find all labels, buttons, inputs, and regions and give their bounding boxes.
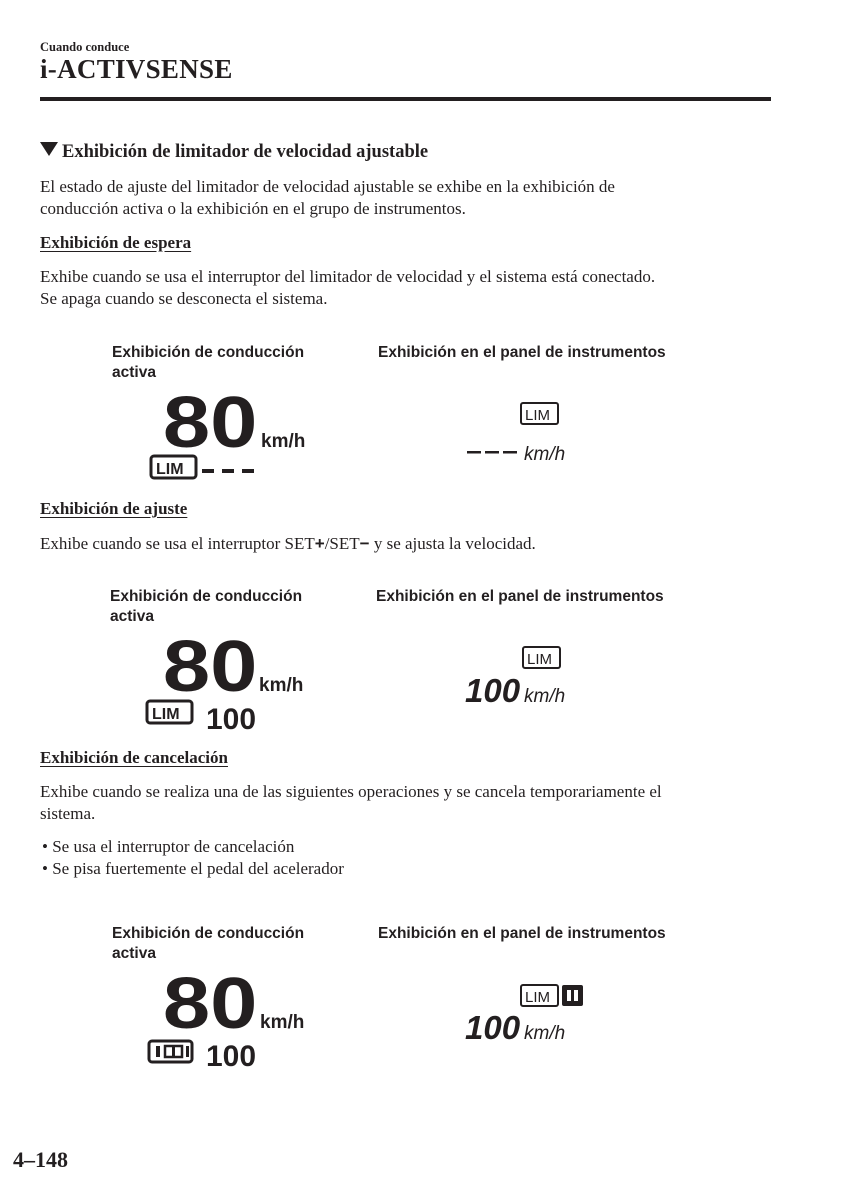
- fig3-panel-set-speed: 100: [465, 1009, 521, 1046]
- fig1-active-speed: 80: [162, 382, 258, 463]
- pause-icon: [562, 985, 583, 1006]
- chapter-title: i-ACTIVSENSE: [40, 54, 233, 84]
- fig2-active-speed: 80: [162, 626, 258, 707]
- fig1-panel-lim-label: LIM: [525, 407, 551, 424]
- section-intro-line: conducción activa o la exhibición en el grupo de instrumentos.: [40, 199, 466, 218]
- cancel-heading: Exhibición de cancelación: [40, 748, 228, 767]
- fig3-caption-panel: Exhibición en el panel de instrumentos: [378, 925, 666, 942]
- fig2-panel-unit: km/h: [524, 686, 566, 707]
- page-number: 4–148: [13, 1147, 68, 1172]
- bullet-text: Se usa el interruptor de cancelación: [52, 837, 295, 856]
- setting-text-suffix: y se ajusta la velocidad.: [369, 534, 536, 553]
- standby-text-line: Exhibe cuando se usa el interruptor del limitador de velocidad y el sistema está conectado.: [40, 267, 656, 286]
- section-label: Cuando conduce: [40, 40, 130, 54]
- fig1-lim-label: LIM: [156, 461, 184, 478]
- fig3-panel-unit: km/h: [524, 1023, 566, 1044]
- fig2-active-unit: km/h: [259, 675, 304, 696]
- fig1-active-unit: km/h: [261, 431, 306, 452]
- setting-text-mid: /SET: [324, 534, 360, 553]
- setting-text-prefix: Exhibe cuando se usa el interruptor SET: [40, 534, 315, 553]
- caption-line: activa: [110, 608, 154, 625]
- fig1-panel-unit: km/h: [524, 444, 566, 465]
- cancel-text-line: sistema.: [40, 804, 96, 823]
- fig2-panel-lim-label: LIM: [527, 651, 553, 668]
- fig1-caption-panel: Exhibición en el panel de instrumentos: [378, 344, 666, 361]
- bullet-mark: •: [42, 837, 48, 856]
- section-intro-line: El estado de ajuste del limitador de velocidad ajustable se exhibe en la exhibición de: [40, 177, 615, 196]
- fig2-set-speed: 100: [206, 703, 257, 736]
- caption-line: Exhibición de conducción: [112, 344, 305, 361]
- fig3-panel-lim-label: LIM: [525, 989, 551, 1006]
- setting-heading: Exhibición de ajuste: [40, 499, 188, 518]
- fig3-active-unit: km/h: [260, 1012, 305, 1033]
- fig3-set-speed: 100: [206, 1040, 257, 1073]
- caption-line: Exhibición de conducción: [110, 588, 303, 605]
- fig2-lim-label: LIM: [152, 706, 180, 723]
- caption-line: activa: [112, 945, 156, 962]
- caption-line: activa: [112, 364, 156, 381]
- fig3-active-speed: 80: [162, 963, 258, 1044]
- fig2-panel-set-speed: 100: [465, 672, 521, 709]
- standby-text-line: Se apaga cuando se desconecta el sistema.: [40, 289, 328, 308]
- standby-heading: Exhibición de espera: [40, 233, 192, 252]
- caption-line: Exhibición de conducción: [112, 925, 305, 942]
- bullet-text: Se pisa fuertemente el pedal del acelerador: [52, 859, 344, 878]
- cancel-text-line: Exhibe cuando se realiza una de las siguientes operaciones y se cancela temporariamente el: [40, 782, 662, 801]
- bullet-mark: •: [42, 859, 48, 878]
- fig3-lim-cancelled-icon: [149, 1041, 192, 1062]
- section-heading-text: Exhibición de limitador de velocidad ajustable: [62, 142, 429, 162]
- minus-symbol: −: [359, 534, 370, 553]
- plus-symbol: +: [314, 534, 325, 553]
- fig2-caption-panel: Exhibición en el panel de instrumentos: [376, 588, 664, 605]
